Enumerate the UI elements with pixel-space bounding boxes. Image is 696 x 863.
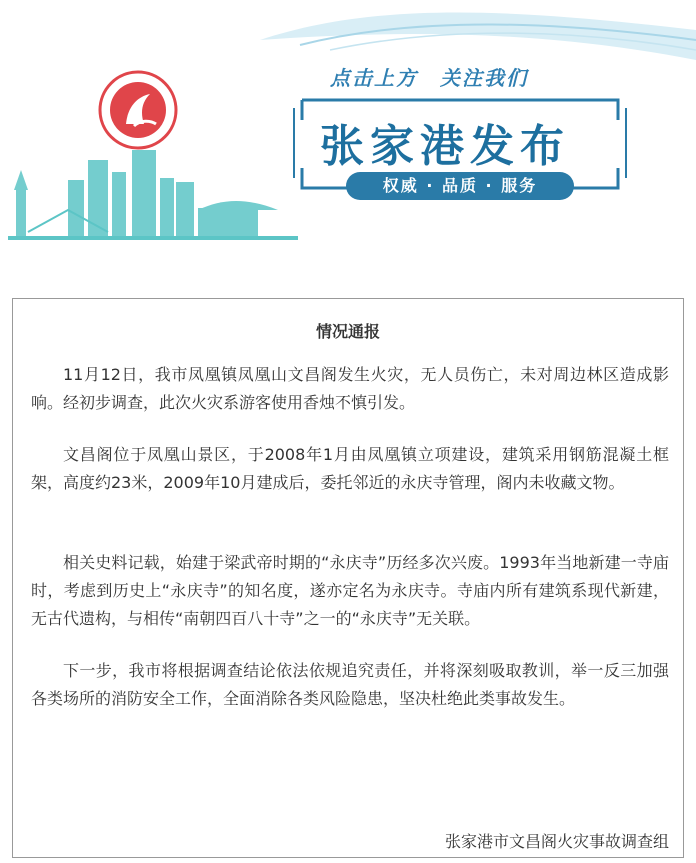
paragraph-3: 相关史料记载，始建于梁武帝时期的“永庆寺”历经多次兴废。1993年当地新建一寺庙时，考虑到历史上“永庆寺”的知名度，遂亦定名为永庆寺。寺庙内所有建筑系现代新建，无古代遗构，与相传“南朝四百八十寺”之一的“永庆寺”无关联。 (31, 553, 669, 628)
notice-box (12, 298, 684, 858)
header-banner (0, 0, 696, 290)
brand-title: 张家港发布 (320, 121, 570, 172)
paragraph-4: 下一步，我市将根据调查结论依法依规追究责任，并将深刻吸取教训，举一反三加强各类场所的消防安全工作，全面消除各类风险隐患，坚决杜绝此类事故发生。 (31, 661, 669, 708)
signature: 张家港市文昌阁火灾事故调查组 (444, 832, 669, 851)
slogan-text: 点击上方 关注我们 (330, 66, 528, 90)
city-skyline-icon (8, 150, 298, 240)
tagline-badge: 权威 · 品质 · 服务 (346, 172, 574, 200)
logo-emblem-icon (96, 68, 180, 152)
notice-title: 情况通报 (315, 322, 380, 341)
paragraph-1: 11月12日，我市凤凰镇凤凰山文昌阁发生火灾，无人员伤亡，未对周边林区造成影响。经初步调查，此次火灾系游客使用香烛不慎引发。 (31, 365, 669, 412)
paragraph-2: 文昌阁位于凤凰山景区，于2008年1月由凤凰镇立项建设，建筑采用钢筋混凝土框架，高度约23米，2009年10月建成后，委托邻近的永庆寺管理，阁内未收藏文物。 (31, 445, 669, 492)
